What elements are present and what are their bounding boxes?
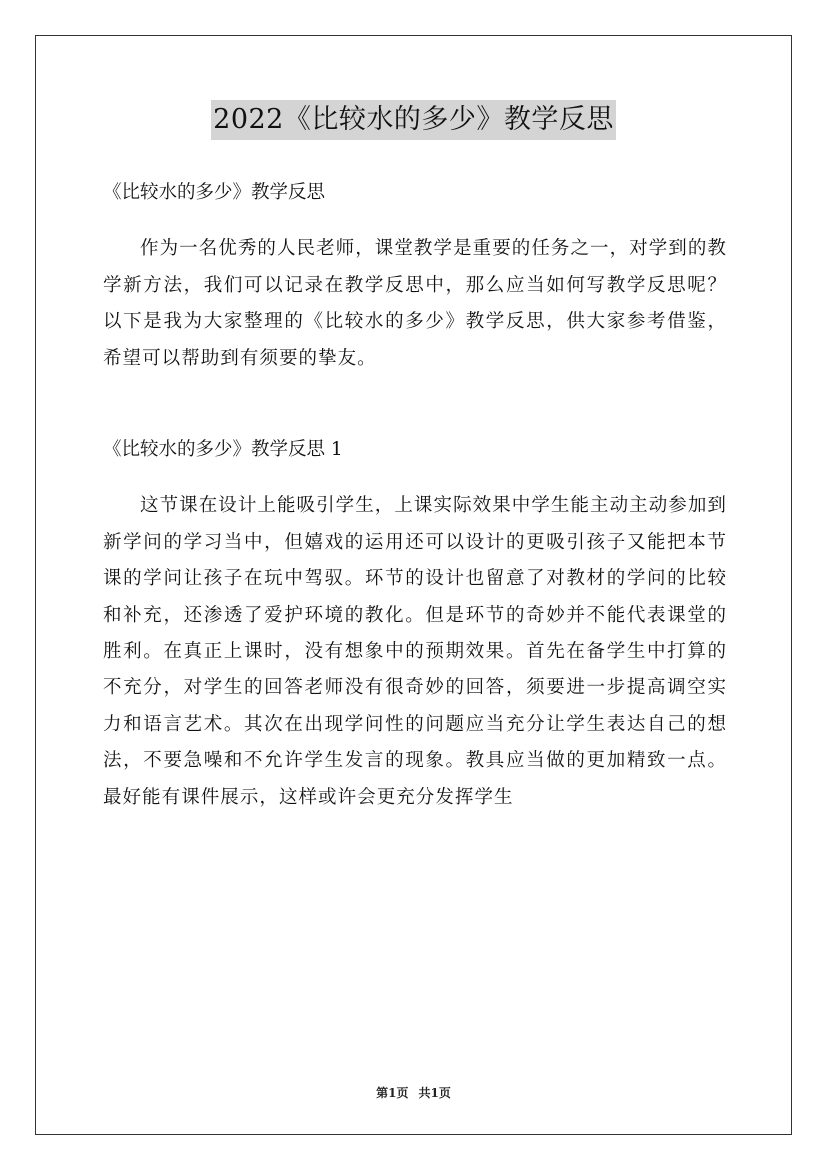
page-footer bbox=[0, 1084, 827, 1101]
page-number: 第1页 bbox=[376, 1086, 409, 1100]
document-body bbox=[103, 175, 727, 816]
intro-paragraph: 作为一名优秀的人民老师，课堂教学是重要的任务之一，对学到的教学新方法，我们可以记录在教学反思中，那么应当如何写教学反思呢？以下是我为大家整理的《比较水的多少》教学反思，供大家参考借鉴，希望可以帮助到有须要的挚友。 bbox=[103, 238, 727, 369]
page-total: 共1页 bbox=[418, 1086, 451, 1100]
section-spacer bbox=[103, 377, 727, 432]
section1-heading: 《比较水的多少》教学反思 1 bbox=[103, 439, 343, 461]
document-title: 2022《比较水的多少》教学反思 bbox=[211, 100, 616, 140]
intro-heading: 《比较水的多少》教学反思 bbox=[103, 182, 326, 203]
section1-paragraph: 这节课在设计上能吸引学生，上课实际效果中学生能主动主动参加到新学问的学习当中，但嬉戏的运用还可以设计的更吸引孩子又能把本节课的学问让孩子在玩中驾驭。环节的设计也留意了对教材的学问的比较和补充，还渗透了爱护环境的教化。但是环节的奇妙并不能代表课堂的胜利。在真正上课时，没有想象中的预期效果。首先在备学生中打算的不充分，对学生的回答老师没有很奇妙的回答，须要进一步提高调空实力和语言艺术。其次在出现学问性的问题应当充分让学生表达自己的想法，不要急噪和不允许学生发言的现象。教具应当做的更加精致一点。最好能有课件展示，这样或许会更充分发挥学生 bbox=[103, 495, 727, 808]
heading-spacer bbox=[103, 468, 727, 488]
title-container bbox=[0, 100, 827, 140]
